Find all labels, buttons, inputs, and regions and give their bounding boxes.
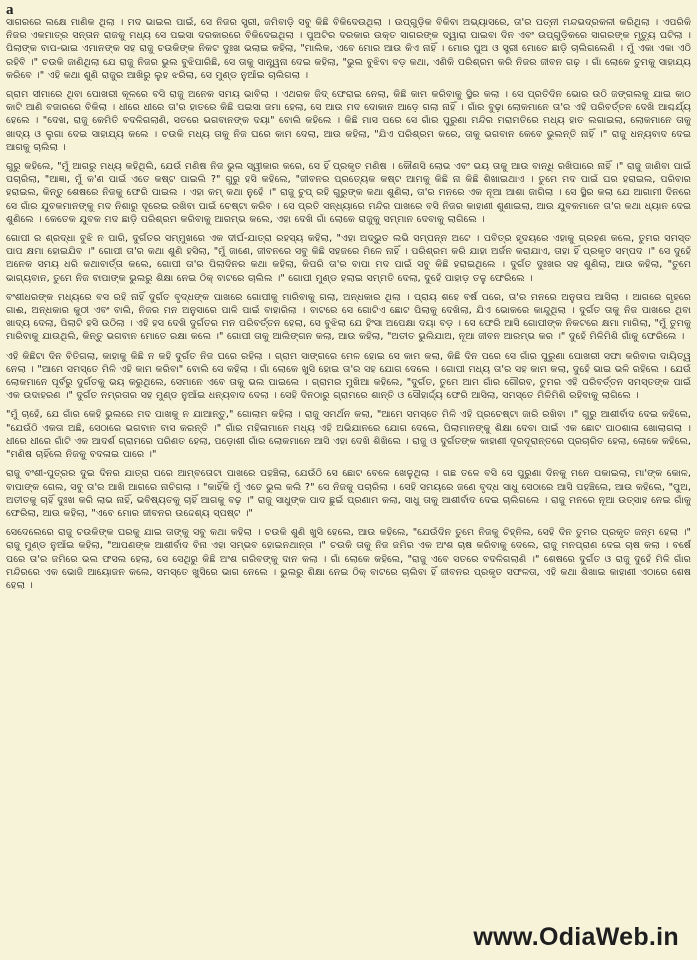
paragraph: ଗ୍ରାମ ସୀମାରେ ଥିବା ପୋଖରୀ କୂଳରେ ବସି ରାଜୁ ଅନେକ ସମୟ ଭାବିଲା । ଏଥରକ ଜିଦ୍‌ ଫେରାଇ ନେଲା, କିଛି କାମ କରିବାକୁ ସ୍ଥିର କଲା । ସେ ପ୍ରତିଦିନ ଭୋର ଉଠି ଜଙ୍ଗଲକୁ ଯାଇ କାଠ କାଟି ଆଣି ବଜାରରେ ବିକିଲା । ଧୀରେ ଧୀରେ ତା'ର ହାତରେ କିଛି ପଇସା ଜମା ହେଲା, ସେ ଆଉ ମଦ ଦୋକାନ ଆଡ଼େ ଗଲା ନାହିଁ । ଗାଁର ବୁଢ଼ା ଲୋକମାନେ ତା'ର ଏହି ପରିବର୍ତ୍ତନ ଦେଖି ଆଶ୍ଚର୍ଯ୍ୟ ହେଲେ । "ଦେଖ, ରାଜୁ କେମିତି ବଦଳିଗଲାଣି, ସତରେ ଭଗବାନଙ୍କ ଦୟା" ବୋଲି କହିଲେ । କିଛି ମାସ ପରେ ସେ ଗାଁର ପୁରୁଣା ମନ୍ଦିର ମରାମତିରେ ମଧ୍ୟ ହାତ ଲଗାଇଲା, ଲୋକମାନେ ତାକୁ ଖାଦ୍ୟ ଓ ଲୁଗା ଦେଇ ସାହାଯ୍ୟ କଲେ । ଚଉକି ମଧ୍ୟ ତାକୁ ନିଜ ଘରେ କାମ ଦେଲା, ଆଉ କହିଲା, "ଯିଏ ପରିଶ୍ରମ କରେ, ତାକୁ ଭଗବାନ କେବେ ଭୁଲନ୍ତି ନାହିଁ ।" ରାଜୁ ଧନ୍ୟବାଦ ଦେଇ ଆଗକୁ ଚାଲିଲା । — [6, 89, 691, 153]
page-letter: a — [6, 2, 14, 18]
paragraph: ସେଦେଲେରେ ରାଜୁ ଚଉକିଙ୍କ ଘରକୁ ଯାଇ ତାଙ୍କୁ ସବୁ କଥା କହିଲା । ଚଉକି ଶୁଣି ଖୁସି ହେଲେ, ଆଉ କହିଲେ, "ଯେଉଁଦିନ ତୁମେ ନିଜକୁ ଚିହ୍ନିଲ, ସେହି ଦିନ ତୁମର ପ୍ରକୃତ ଜନ୍ମ ହେଲା ।" ରାଜୁ ମୁଣ୍ଡ ନୁଆଁଇ କହିଲା, "ଆପଣଙ୍କ ଆଶୀର୍ବାଦ ବିନା ଏହା ସମ୍ଭବ ହୋଇନଥାନ୍ତା ।" ଚଉକି ତାକୁ ନିଜ ଜମିର ଏକ ଅଂଶ ଚାଷ କରିବାକୁ ଦେଲେ, ରାଜୁ ମନପ୍ରାଣ ଦେଇ ଚାଷ କଲା । ବର୍ଷେ ପରେ ତା'ର ଜମିରେ ଭଲ ଫସଲ ହେଲା, ସେ ସେଥିରୁ କିଛି ଅଂଶ ଗରିବଙ୍କୁ ଦାନ କଲା । ଗାଁ ଲୋକେ କହିଲେ, "ରାଜୁ ଏବେ ସତରେ ବଦଳିଗଲାଣି ।" ଶେଷରେ ଦୁର୍ଗତ ଓ ରାଜୁ ଦୁହେଁ ମିଳି ଗାଁର ମନ୍ଦିରରେ ଏକ ଭୋଜି ଆୟୋଜନ କଲେ, ସମସ୍ତେ ଖୁସିରେ ଭାଗ ନେଲେ । ଭୁଲରୁ ଶିକ୍ଷା ନେଇ ଠିକ୍ ବାଟରେ ଚାଲିବା ହିଁ ଜୀବନର ପ୍ରକୃତ ସଫଳତା, ଏହି କଥା ଶିଖାଇ କାହାଣୀ ଏଠାରେ ଶେଷ ହେଲା । — [6, 527, 691, 591]
paragraph: ଗୁରୁ କହିଲେ, "ମୁଁ ଆଗରୁ ମଧ୍ୟ କହିଥିଲି, ଯେଉଁ ମଣିଷ ନିଜ ଭୁଲ ସ୍ୱୀକାର କରେ, ସେ ହିଁ ପ୍ରକୃତ ମଣିଷ । କୌଣସି ଲୋଭ ଏବଂ ଭୟ ତାକୁ ଆଉ ବାନ୍ଧି ରଖିପାରେ ନାହିଁ ।" ରାଜୁ ଜାଣିବା ପାଇଁ ପଚାରିଲା, "ଆଜ୍ଞା, ମୁଁ କ'ଣ ପାଇଁ ଏତେ କଷ୍ଟ ପାଇଲି ?" ଗୁରୁ ହସି କହିଲେ, "ଜୀବନର ପ୍ରତ୍ୟେକ କଷ୍ଟ ଆମକୁ କିଛି ନା କିଛି ଶିଖାଇଥାଏ । ତୁମେ ମଦ ପାଇଁ ଘର ହରାଇଲ, ପରିବାର ହରାଇଲ, କିନ୍ତୁ ଶେଷରେ ନିଜକୁ ଫେରି ପାଇଲ । ଏହା କମ୍ କଥା ନୁହେଁ ।" ରାଜୁ ଚୁପ୍ ରହି ଗୁରୁଙ୍କ କଥା ଶୁଣିଲା, ତା'ର ମନରେ ଏକ ନୂଆ ଆଶା ଜାଗିଲା । ସେ ସ୍ଥିର କଲା ଯେ ଆଗାମୀ ଦିନରେ ସେ ଗାଁର ଯୁବକମାନଙ୍କୁ ମଦ ନିଶାରୁ ଦୂରେଇ ରଖିବା ପାଇଁ ଚେଷ୍ଟା କରିବ । ସେ ପ୍ରତି ସନ୍ଧ୍ୟାରେ ମନ୍ଦିର ପାଖରେ ବସି ନିଜର କାହାଣୀ ଶୁଣାଇଲା, ଆଉ ଯୁବକମାନେ ତା'ର କଥା ଧ୍ୟାନ ଦେଇ ଶୁଣିଲେ । କେତେକ ଯୁବକ ମଦ ଛାଡ଼ି ପରିଶ୍ରମ କରିବାକୁ ଆରମ୍ଭ କଲେ, ଏହା ଦେଖି ଗାଁ ଲୋକେ ରାଜୁକୁ ସମ୍ମାନ ଦେବାକୁ ଲାଗିଲେ । — [6, 161, 691, 225]
paragraph: ଏହି କିଛିଟା ଦିନ ବିତିଗଲା, କାହାକୁ କିଛି ନ କହି ଦୁର୍ଗତ ନିଜ ଘରେ ରହିଲା । ଗ୍ରାମ ସାଙ୍ଗରେ ମେଳ ହୋଇ ସେ କାମ କଲା, କିଛି ଦିନ ପରେ ସେ ଗାଁର ପୁରୁଣା ପୋଖରୀ ସଫା କରିବାର ଦାୟିତ୍ୱ ନେଲା । "ଆମେ ସମସ୍ତେ ମିଳି ଏହି କାମ କରିବା" ବୋଲି ସେ କହିଲା । ଗାଁ ଲୋକେ ଖୁସି ହୋଇ ତା'ର ସହ ଯୋଗ ଦେଲେ । ଗୋପୀ ମଧ୍ୟ ତା'ର ସହ କାମ କଲା, ଦୁହେଁ ଭାଇ ଭଳି ରହିଲେ । ଯେଉଁ ଲୋକମାନେ ପୂର୍ବରୁ ଦୁର୍ଗତକୁ ଭୟ କରୁଥିଲେ, ସେମାନେ ଏବେ ତାକୁ ଭଲ ପାଇଲେ । ଗ୍ରାମର ମୁଖିଆ କହିଲେ, "ଦୁର୍ଗତ, ତୁମେ ଆମ ଗାଁର ଗୌରବ, ତୁମର ଏହି ପରିବର୍ତ୍ତନ ସମସ୍ତଙ୍କ ପାଇଁ ଏକ ଉଦାହରଣ ।" ଦୁର୍ଗତ ନମ୍ରତାର ସହ ମୁଣ୍ଡ ନୁଆଁଇ ଧନ୍ୟବାଦ ଦେଲା । ସେହି ଦିନଠାରୁ ଗ୍ରାମରେ ଶାନ୍ତି ଓ ସୌହାର୍ଦ୍ଦ୍ୟ ଫେରି ଆସିଲା, ସମସ୍ତେ ମିଳିମିଶି ରହିବାକୁ ଲାଗିଲେ । — [6, 350, 691, 402]
story-text — [6, 16, 691, 916]
paragraph: "ମୁଁ ଚାହେଁ, ଯେ ଗାଁର କେହି ଭୁଲରେ ମଦ ପାଖକୁ ନ ଯାଆନ୍ତୁ," ଗୋଲାମ କହିଲା । ରାଜୁ ସମର୍ଥନ କଲା, "ଆମେ ସମସ୍ତେ ମିଳି ଏହି ପ୍ରଚେଷ୍ଟା ଜାରି ରଖିବା ।" ଗୁରୁ ଆଶୀର୍ବାଦ ଦେଇ କହିଲେ, "ଯେଉଁଠି ଏକତା ଅଛି, ସେଠାରେ ଭଗବାନ ବାସ କରନ୍ତି ।" ଗାଁର ମହିଳାମାନେ ମଧ୍ୟ ଏହି ଅଭିଯାନରେ ଯୋଗ ଦେଲେ, ପିଲାମାନଙ୍କୁ ଶିକ୍ଷା ଦେବା ପାଇଁ ଏକ ଛୋଟ ପାଠଶାଳା ଖୋଲାଗଲା । ଧୀରେ ଧୀରେ ଗାଁଟି ଏକ ଆଦର୍ଶ ଗ୍ରାମରେ ପରିଣତ ହେଲା, ପଡ଼ୋଶୀ ଗାଁର ଲୋକମାନେ ଆସି ଏହା ଦେଖି ଶିଖିଲେ । ରାଜୁ ଓ ଦୁର୍ଗତଙ୍କ କାହାଣୀ ଦୂରଦୂରାନ୍ତରେ ପ୍ରଚାରିତ ହେଲା, ଲୋକେ କହିଲେ, "ମଣିଷ ଚାହିଁଲେ ନିଜକୁ ବଦଳାଇ ପାରେ ।" — [6, 409, 691, 461]
paragraph: ରାଜୁ ବଂଶୀ-ପୁତ୍ରର ଦୁଇ ଦିନର ଯାତ୍ରା ପରେ ଆମ୍ବତୋଟା ପାଖରେ ପହଞ୍ଚିଲା, ଯେଉଁଠି ସେ ଛୋଟ ବେଳେ ଖେଳୁଥିଲା । ଗଛ ତଳେ ବସି ସେ ପୁରୁଣା ଦିନକୁ ମନେ ପକାଇଲା, ମା'ଙ୍କ କୋଳ, ବାପାଙ୍କ ଗେଲ, ସବୁ ତା'ର ଆଖି ଆଗରେ ନାଚିଗଲା । "କାହିଁକି ମୁଁ ଏତେ ଭୁଲ କଲି ?" ସେ ନିଜକୁ ପଚାରିଲା । ସେହି ସମୟରେ ଜଣେ ବୃଦ୍ଧ ସାଧୁ ସେଠାରେ ଆସି ପହଞ୍ଚିଲେ, ଆଉ କହିଲେ, "ପୁଅ, ଅତୀତକୁ ଚାହିଁ ଦୁଃଖ କରି ଲାଭ ନାହିଁ, ଭବିଷ୍ୟତକୁ ଚାହିଁ ଆଗକୁ ବଢ଼ ।" ରାଜୁ ସାଧୁଙ୍କ ପାଦ ଛୁଇଁ ପ୍ରଣାମ କଲା, ସାଧୁ ତାକୁ ଆଶୀର୍ବାଦ ଦେଇ ଚାଲିଗଲେ । ରାଜୁ ମନରେ ନୂଆ ଉତ୍ସାହ ନେଇ ଗାଁକୁ ଫେରିଲା, ଆଉ କହିଲା, "ଏବେ ମୋର ଜୀବନର ଉଦ୍ଦେଶ୍ୟ ସ୍ପଷ୍ଟ ।" — [6, 468, 691, 519]
paragraph: ବଂଶୀଧରଙ୍କ ମଧ୍ୟରେ ବସ ରହି ନାହିଁ ଦୁର୍ଗତ ବୃଦ୍ଧଙ୍କ ପାଖରେ ଗୋପୀକୁ ମାରିବାକୁ ଗଲା, ଅନ୍ଧକାର ଥିଲା । ପ୍ରାୟ ଶହେ ବର୍ଷ ପରେ, ତା'ର ମନରେ ଅନୁତାପ ଆସିଲା । ଆଗରେ ଗୃହରେ ଗାଈ, ଅନ୍ଧକାର କୁଠୀ ଏବଂ ବାଲି, ନିଜର ମନ ଅନୁସାରେ ପାଳି ପାଇଁ ବାହାରିଲା । ବାଟରେ ସେ ଗୋଟିଏ ଛୋଟ ପିଲାକୁ ଦେଖିଲା, ଯିଏ ଭୋକରେ କାନ୍ଦୁଥିଲା । ଦୁର୍ଗତ ତାକୁ ନିଜ ପାଖରେ ଥିବା ଖାଦ୍ୟ ଦେଲା, ପିଲାଟି ହସି ଉଠିଲା । ଏହି ହସ ଦେଖି ଦୁର୍ଗତର ମନ ପରିବର୍ତ୍ତନ ହେଲା, ସେ ବୁଝିଲା ଯେ ହିଂସା ଅପେକ୍ଷା ଦୟା ବଡ଼ । ସେ ଫେରି ଆସି ଗୋପୀଙ୍କ ନିକଟରେ କ୍ଷମା ମାଗିଲା, "ମୁଁ ତୁମକୁ ମାରିବାକୁ ଯାଉଥିଲି, କିନ୍ତୁ ଭଗବାନ ମୋତେ ରକ୍ଷା କଲେ ।" ଗୋପୀ ତାକୁ ଆଲିଙ୍ଗନ କଲା, ଆଉ କହିଲା, "ଅତୀତ ଭୁଲିଯାଅ, ନୂଆ ଜୀବନ ଆରମ୍ଭ କର ।" ଦୁହେଁ ମିଳିମିଶି ଗାଁକୁ ଫେରିଲେ । — [6, 291, 691, 343]
paragraph: ସାଗରରେ ଲକ୍ଷେ ମାଣିକ ଥିଲା । ମଦ ଭାଇଲ ପାଇଁ, ସେ ନିଜର ସ୍ତ୍ରୀ, ଜମିବାଡ଼ି ସବୁ କିଛି ବିକିଦେଉଥିଲା । ଉପ୍ଗୁଡ଼ିକ ବିକିବା ଅଭ୍ୟାସରେ, ତା'ର ପତ୍ନୀ ମନ୍ଦଭଦ୍ରକଳୀ କରିଥିଲା । ଏପରିକି ନିଜର ଏକମାତ୍ର ସନ୍ତାନ ରାଜକୁ ମଧ୍ୟ ସେ ପଇସା ଦରକାରରେ ବିକିଦେଇଥିଲା । ପୁଅଟିର ଦରକାର ଉକ୍ତ ସାଗରଙ୍କ ଦ୍ୱାରା ପାଇବା ଦିନ ଏବଂ ଉପ୍‌ଗୁଡ଼ିକରେ ସାଗରଙ୍କ ମୃତ୍ୟୁ ଘଟିଲା । ପିଲାଙ୍କ ବାପ-ଭାଇ ଏମାନଙ୍କ ସହ ରାଜୁ ଚଉକିଙ୍କ ନିକଟ ଦୁଃଖ ଭଲାଇ କହିଲା, "ମାଲିକ, ଏବେ ମୋର ଆଉ କିଏ ନାହିଁ । ମୋର ପୁଅ ଓ ସ୍ତ୍ରୀ ମୋତେ ଛାଡ଼ି ଚାଲିଗଲେଣି । ମୁଁ ଏକା ଏକା ଏଠି ରହିବି ।" ଚଉକି ଜାଣିଥିଲା ଯେ ରାଜୁ ନିଜର ଭୁଲ ବୁଝିପାରିଛି, ସେ ତାକୁ ସାନ୍ତ୍ୱନା ଦେଇ କହିଲା, "ଭୁଲ ବୁଝିବା ବଡ଼ କଥା, ଏଣିକି ପରିଶ୍ରମ କରି ନିଜର ଜୀବନ ଗଢ଼ । ଗାଁ ଲୋକେ ତୁମକୁ ସାହାଯ୍ୟ କରିବେ ।" ଏହି କଥା ଶୁଣି ରାଜୁର ଆଖିରୁ ଲୁହ ଝରିଲା, ସେ ମୁଣ୍ଡ ନୁଆଁଇ ଚାଲିଗଲା । — [6, 17, 691, 81]
site-watermark: www.OdiaWeb.in — [473, 923, 679, 951]
paragraph: ଗୋପୀ ର ଶ୍ରଦ୍ଧା ବୁଝି ନ ପାରି, ଦୁର୍ଗତର ସମ୍ମୁଖରେ ଏକ ଦୀର୍ଘ-ଯାତ୍ରା ରହସ୍ୟ କହିଲା, "ଏହା ଅଦ୍ଭୁତ ଲଭି ସମ୍ପନ୍ନ ଅଟେ । ପବିତ୍ର ହୃଦୟରେ ଏହାକୁ ଗ୍ରହଣ କଲେ, ତୁମର ସମସ୍ତ ପାପ କ୍ଷମା ହୋଇଯିବ ।" ଗୋପୀ ତା'ର କଥା ଶୁଣି ହସିଲା, "ମୁଁ ଜାଣେ, ଜୀବନରେ ସବୁ କିଛି ସହଜରେ ମିଳେ ନାହିଁ । ପରିଶ୍ରମ କରି ଯାହା ଅର୍ଜନ କରାଯାଏ, ତାହା ହିଁ ପ୍ରକୃତ ସମ୍ପଦ ।" ସେ ଦୁହେଁ ଅନେକ ସମୟ ଧରି କଥାବାର୍ତ୍ତା କଲେ, ଗୋପୀ ତା'ର ପିଲାଦିନର କଥା କହିଲା, କିପରି ତା'ର ବାପା ମଦ ପାଇଁ ସବୁ କିଛି ହରାଇଥିଲେ । ଦୁର୍ଗତ ଦୁଃଖର ସହ ଶୁଣିଲା, ଆଉ କହିଲା, "ତୁମେ ଭାଗ୍ୟବାନ, ତୁମେ ନିଜ ବାପାଙ୍କ ଭୁଲରୁ ଶିକ୍ଷା ନେଇ ଠିକ୍ ବାଟରେ ଚାଲିଲ ।" ଗୋପୀ ମୁଣ୍ଡ ହଲାଇ ସମ୍ମତି ଦେଲା, ଦୁହେଁ ପାହାଡ଼ ତଳୁ ଫେରିଲେ । — [6, 233, 691, 284]
